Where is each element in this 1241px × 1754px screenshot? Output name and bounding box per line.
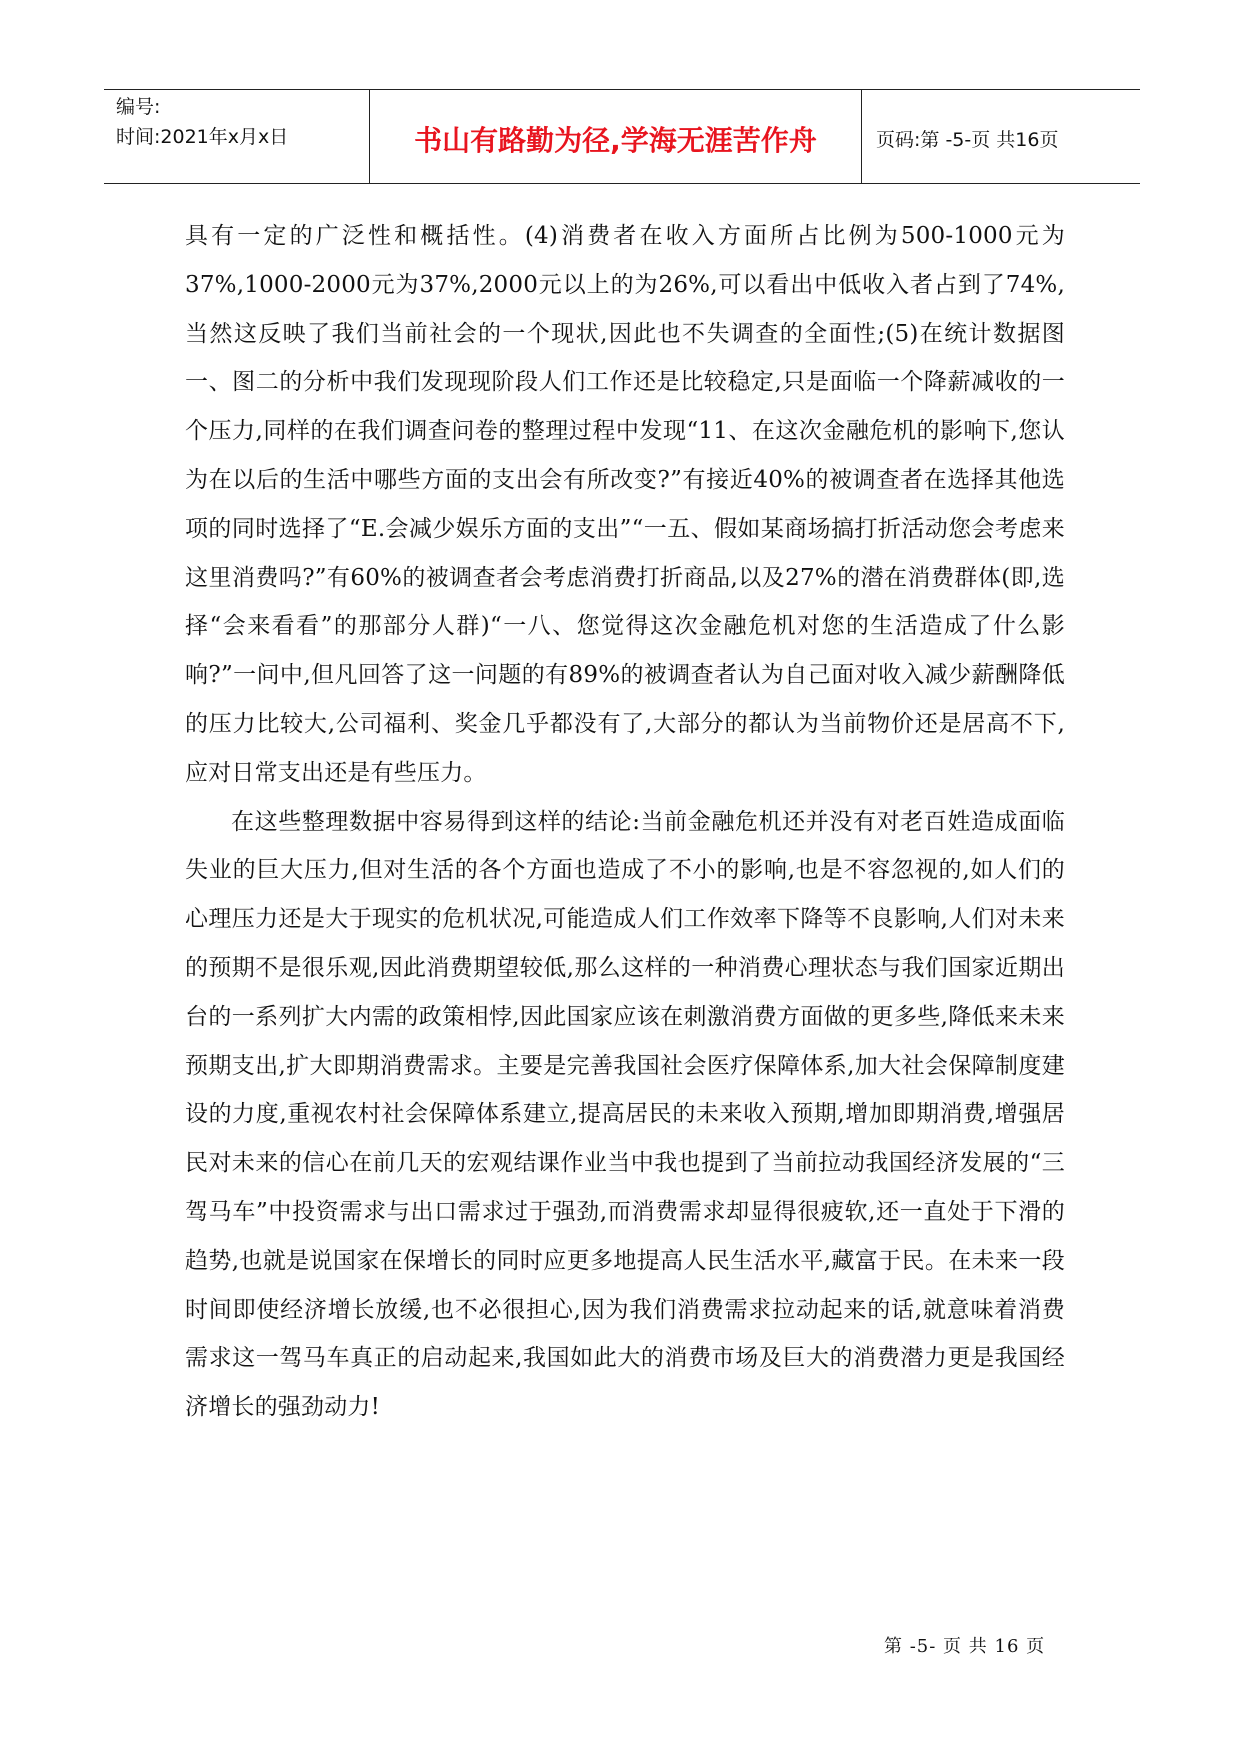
header-page-number: 页码:第 -5-页 共16页: [876, 129, 1059, 151]
document-number-label: 编号:: [116, 96, 161, 118]
page-header: [104, 89, 1140, 184]
body-paragraph: 具有一定的广泛性和概括性。(4)消费者在收入方面所占比例为500-1000元为37%,1000-2000元为37%,2000元以上的为26%,可以看出中低收入者占到了74%,当然这反映了我们当前社会的一个现状,因此也不失调查的全面性;(5)在统计数据图一、图二的分析中我们发现现阶段人们工作还是比较稳定,只是面临一个降薪减收的一个压力,同样的在我们调查问卷的整理过程中发现“11、在这次金融危机的影响下,您认为在以后的生活中哪些方面的支出会有所改变?”有接近40%的被调查者在选择其他选项的同时选择了“E.会减少娱乐方面的支出”“一五、假如某商场搞打折活动您会考虑来这里消费吗?”有60%的被调查者会考虑消费打折商品,以及27%的潜在消费群体(即,选择“会来看看”的那部分人群)“一八、您觉得这次金融危机对您的生活造成了什么影响?”一问中,但凡回答了这一问题的有89%的被调查者认为自己面对收入减少薪酬降低的压力比较大,公司福利、奖金几乎都没有了,大部分的都认为当前物价还是居高不下,应对日常支出还是有些压力。: [185, 223, 1065, 786]
page-footer-number: 第 -5- 页 共 16 页: [884, 1636, 1046, 1657]
document-time-label: 时间:2021年x月x日: [116, 126, 289, 148]
body-paragraph: 在这些整理数据中容易得到这样的结论:当前金融危机还并没有对老百姓造成面临失业的巨大压力,但对生活的各个方面也造成了不小的影响,也是不容忽视的,如人们的心理压力还是大于现实的危机状况,可能造成人们工作效率下降等不良影响,人们对未来的预期不是很乐观,因此消费期望较低,那么这样的一种消费心理状态与我们国家近期出台的一系列扩大内需的政策相悖,因此国家应该在刺激消费方面做的更多些,降低来未来预期支出,扩大即期消费需求。主要是完善我国社会医疗保障体系,加大社会保障制度建设的力度,重视农村社会保障体系建立,提高居民的未来收入预期,增加即期消费,增强居民对未来的信心在前几天的宏观结课作业当中我也提到了当前拉动我国经济发展的“三驾马车”中投资需求与出口需求过于强劲,而消费需求却显得很疲软,还一直处于下滑的趋势,也就是说国家在保增长的同时应更多地提高人民生活水平,藏富于民。在未来一段时间即使经济增长放缓,也不必很担心,因为我们消费需求拉动起来的话,就意味着消费需求这一驾马车真正的启动起来,我国如此大的消费市场及巨大的消费潜力更是我国经济增长的强劲动力!: [185, 808, 1065, 1421]
header-motto-cell: [369, 90, 862, 183]
header-motto: 书山有路勤为径,学海无涯苦作舟: [414, 124, 817, 157]
header-meta-cell: [104, 90, 369, 183]
header-page-cell: [862, 90, 1140, 183]
document-body: [185, 212, 1065, 1432]
